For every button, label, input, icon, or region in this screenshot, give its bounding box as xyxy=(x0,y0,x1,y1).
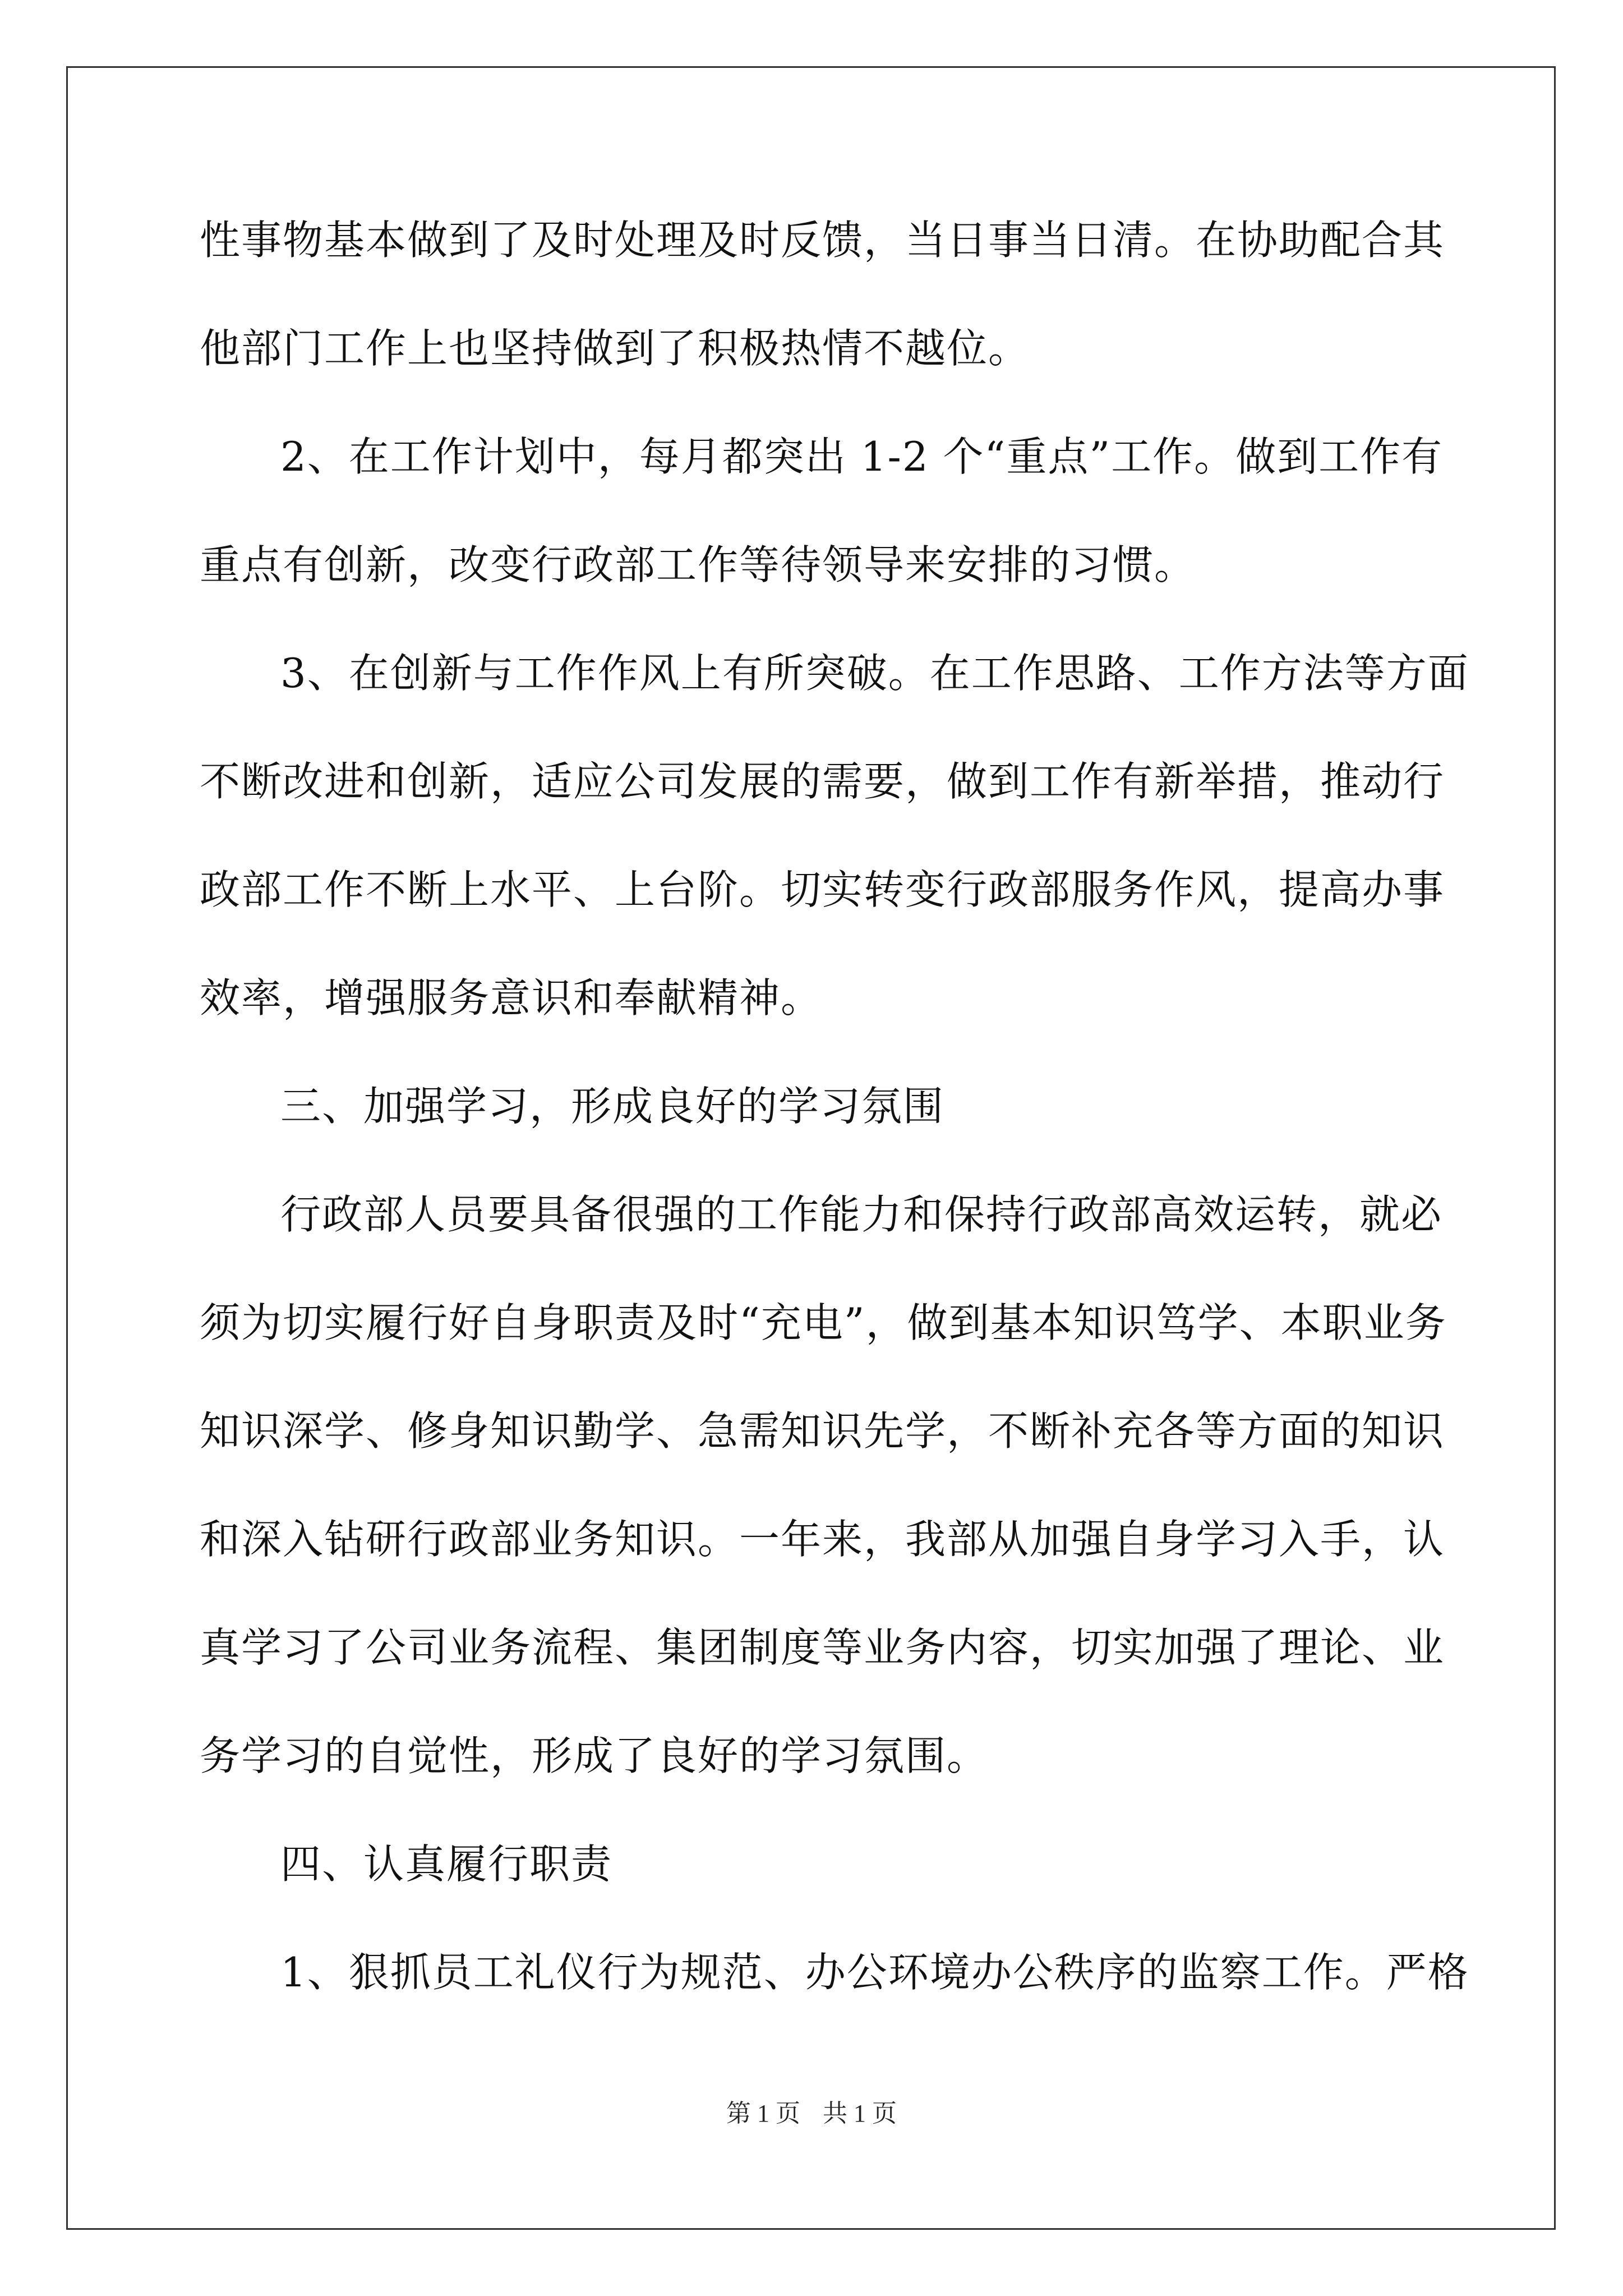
text-line: 性事物基本做到了及时处理及时反馈，当日事当日清。在协助配合其 xyxy=(200,217,1445,264)
text-line: 须为切实履行好自身职责及时“充电”，做到基本知识笃学、本职业务 xyxy=(200,1299,1447,1346)
text-line: 1、狠抓员工礼仪行为规范、办公环境办公秩序的监察工作。严格 xyxy=(280,1949,1469,1996)
text-line: 不断改进和创新，适应公司发展的需要，做到工作有新举措，推动行 xyxy=(200,758,1445,805)
text-line: 2、在工作计划中，每月都突出 1-2 个“重点”工作。做到工作有 xyxy=(280,433,1444,480)
text-line: 真学习了公司业务流程、集团制度等业务内容，切实加强了理论、业 xyxy=(200,1624,1445,1671)
section-heading: 三、加强学习，形成良好的学习氛围 xyxy=(280,1083,945,1130)
text-line: 效率，增强服务意识和奉献精神。 xyxy=(200,974,823,1022)
page-border xyxy=(66,66,1556,2230)
page-number-total: 共 1 页 xyxy=(823,2100,897,2127)
text-line: 知识深学、修身知识勤学、急需知识先学，不断补充各等方面的知识 xyxy=(200,1407,1445,1455)
section-heading: 四、认真履行职责 xyxy=(280,1841,613,1888)
text-line: 务学习的自觉性，形成了良好的学习氛围。 xyxy=(200,1732,989,1779)
text-line: 行政部人员要具备很强的工作能力和保持行政部高效运转，就必 xyxy=(280,1191,1443,1238)
text-line: 和深入钻研行政部业务知识。一年来，我部从加强自身学习入手，认 xyxy=(200,1516,1445,1563)
page-footer xyxy=(0,2097,1623,2131)
text-line: 3、在创新与工作作风上有所突破。在工作思路、工作方法等方面 xyxy=(280,650,1469,697)
page-number-current: 第 1 页 xyxy=(726,2100,800,2127)
text-line: 政部工作不断上水平、上台阶。切实转变行政部服务作风，提高办事 xyxy=(200,866,1445,913)
text-line: 他部门工作上也坚持做到了积极热情不越位。 xyxy=(200,325,1030,372)
text-line: 重点有创新，改变行政部工作等待领导来安排的习惯。 xyxy=(200,541,1196,588)
